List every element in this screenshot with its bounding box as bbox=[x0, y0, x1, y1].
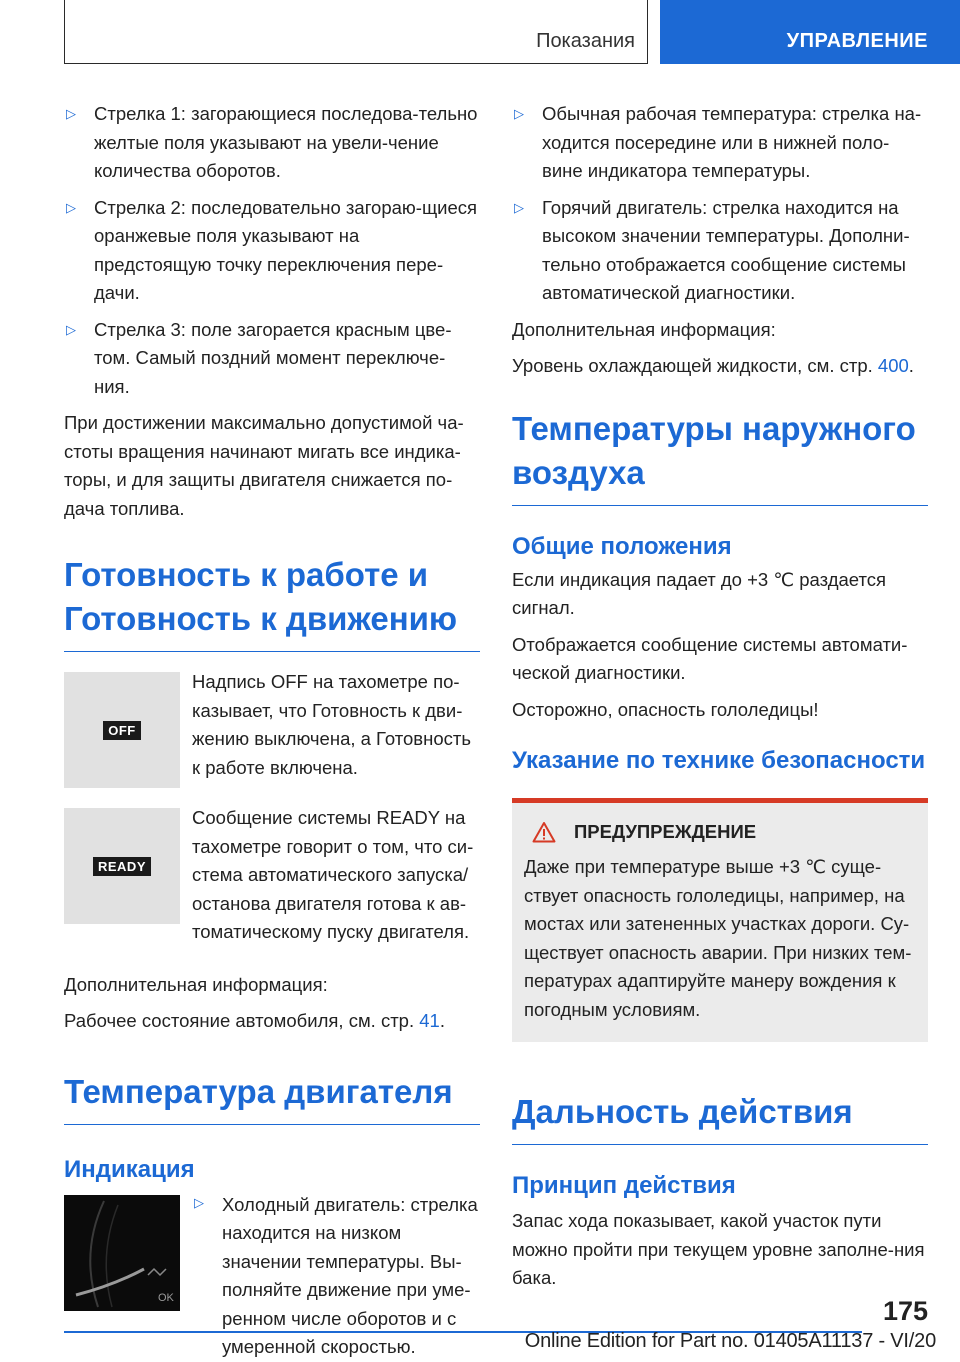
reference-end: . bbox=[908, 355, 914, 376]
triangle-bullet-icon: ▷ bbox=[66, 321, 76, 337]
header-chapter-label: УПРАВЛЕНИЕ bbox=[786, 30, 928, 52]
subheading-safety: Указание по технике безопасности bbox=[512, 747, 926, 774]
general-paragraph: Отображается сообщение системы автомати-ческой диагностики. bbox=[512, 633, 908, 683]
list-item bbox=[512, 100, 928, 186]
subheading-principle: Принцип действия bbox=[512, 1172, 736, 1199]
list-item bbox=[64, 100, 480, 186]
left-column bbox=[64, 100, 480, 1362]
heading-outside-temperature: Температуры наружного воздуха bbox=[512, 407, 928, 506]
page-number: 175 bbox=[882, 1296, 928, 1326]
ready-tag: READY bbox=[93, 857, 151, 876]
heading-engine-temperature: Температура двигателя bbox=[64, 1070, 480, 1125]
bullet-text: Стрелка 1: загорающиеся последова-тельно желтые поля указывают на увели-чение количества оборотов. bbox=[94, 103, 478, 181]
header-section-label: Показания bbox=[536, 30, 635, 52]
ready-description: Сообщение системы READY на тахометре говорит о том, что си-стема автоматического запуска/ останова двигателя готова к ав-томатическому пуску двигателя. bbox=[192, 807, 474, 942]
list-item bbox=[64, 316, 480, 402]
page-link[interactable]: 400 bbox=[877, 355, 909, 376]
temperature-gauge-image bbox=[64, 1195, 180, 1311]
bullet-text: Стрелка 2: последовательно загораю-щиеся оранжевые поля указывают на предстоящую точку переключения пере-дачи. bbox=[94, 196, 478, 303]
heading-readiness: Готовность к работе и Готовность к движению bbox=[64, 553, 480, 652]
bullet-text: Обычная рабочая температура: стрелка на-ходится посередине или в нижней поло-вине индикатора температуры. bbox=[542, 103, 922, 181]
cross-reference bbox=[512, 352, 928, 381]
general-paragraph: Осторожно, опасность гололедицы! bbox=[512, 698, 819, 720]
warning-text: Даже при температуре выше +3 ℃ суще-ствует опасность гололедицы, например, на мостах или затененных участках дороги. Су-ществует опасность аварии. При низких тем-пературах адаптируйте манеру вождения к погодным условиям. bbox=[524, 856, 912, 1020]
right-column bbox=[512, 100, 928, 1301]
principle-paragraph: Запас хода показывает, какой участок пути можно пройти при текущем уровне заполне-ния бака. bbox=[512, 1210, 925, 1288]
bullet-text: Стрелка 3: поле загорается красным цве-том. Самый поздний момент переключе-ния. bbox=[94, 318, 452, 397]
footer-edition: Online Edition for Part no. 01405A11137 - VI/20 bbox=[524, 1330, 936, 1352]
ready-indicator-row bbox=[64, 808, 480, 947]
more-info-label: Дополнительная информация: bbox=[512, 318, 776, 340]
general-paragraph: Если индикация падает до +3 ℃ раздается сигнал. bbox=[512, 568, 886, 618]
triangle-bullet-icon: ▷ bbox=[66, 106, 76, 121]
rpm-paragraph: При достижении максимально допустимой ча-стоты вращения начинают мигать все индика-торы, и для защиты двигателя снижается по-дача топлива. bbox=[64, 412, 464, 519]
gauge-graphic bbox=[64, 1195, 180, 1311]
gauge-ok-label: OK bbox=[158, 1291, 174, 1304]
triangle-bullet-icon: ▷ bbox=[514, 106, 524, 121]
list-item bbox=[64, 194, 480, 308]
bullet-text: Горячий двигатель: стрелка находится на высоком значении температуры. Дополни-тельно отображается сообщение системы автоматической диагностики. bbox=[542, 196, 910, 303]
more-info-label: Дополнительная информация: bbox=[64, 973, 328, 995]
list-item bbox=[512, 194, 928, 308]
heading-range: Дальность действия bbox=[512, 1090, 928, 1145]
cross-reference bbox=[64, 1007, 480, 1036]
off-description: Надпись OFF на тахометре по-казывает, что Готовность к дви-жению выключена, а Готовность к работе включена. bbox=[192, 671, 471, 778]
triangle-bullet-icon: ▷ bbox=[66, 199, 76, 215]
ready-indicator-image bbox=[64, 808, 180, 924]
triangle-bullet-icon: ▷ bbox=[514, 199, 524, 215]
warning-title: ПРЕДУПРЕЖДЕНИЕ bbox=[574, 821, 757, 842]
off-indicator-image bbox=[64, 672, 180, 788]
subheading-general: Общие положения bbox=[512, 532, 732, 560]
reference-end: . bbox=[439, 1010, 445, 1031]
header-section-box bbox=[64, 0, 648, 64]
off-indicator-row bbox=[64, 672, 480, 788]
triangle-bullet-icon: ▷ bbox=[194, 1194, 204, 1210]
header-chapter-tab bbox=[660, 0, 960, 64]
warning-triangle-icon bbox=[532, 821, 556, 843]
cold-engine-text: Холодный двигатель: стрелка находится на низком значении температуры. Вы-полняйте движение при уме-ренном числе оборотов и с умеренной скоростью. bbox=[222, 1193, 478, 1357]
reference-text: Уровень охлаждающей жидкости, см. стр. bbox=[512, 355, 878, 376]
page-link[interactable]: 41 bbox=[419, 1010, 440, 1031]
off-tag: OFF bbox=[103, 721, 141, 740]
subheading-display: Индикация bbox=[64, 1155, 195, 1183]
warning-box bbox=[512, 798, 928, 1042]
reference-text: Рабочее состояние автомобиля, см. стр. bbox=[64, 1010, 420, 1031]
warning-header bbox=[524, 821, 916, 843]
